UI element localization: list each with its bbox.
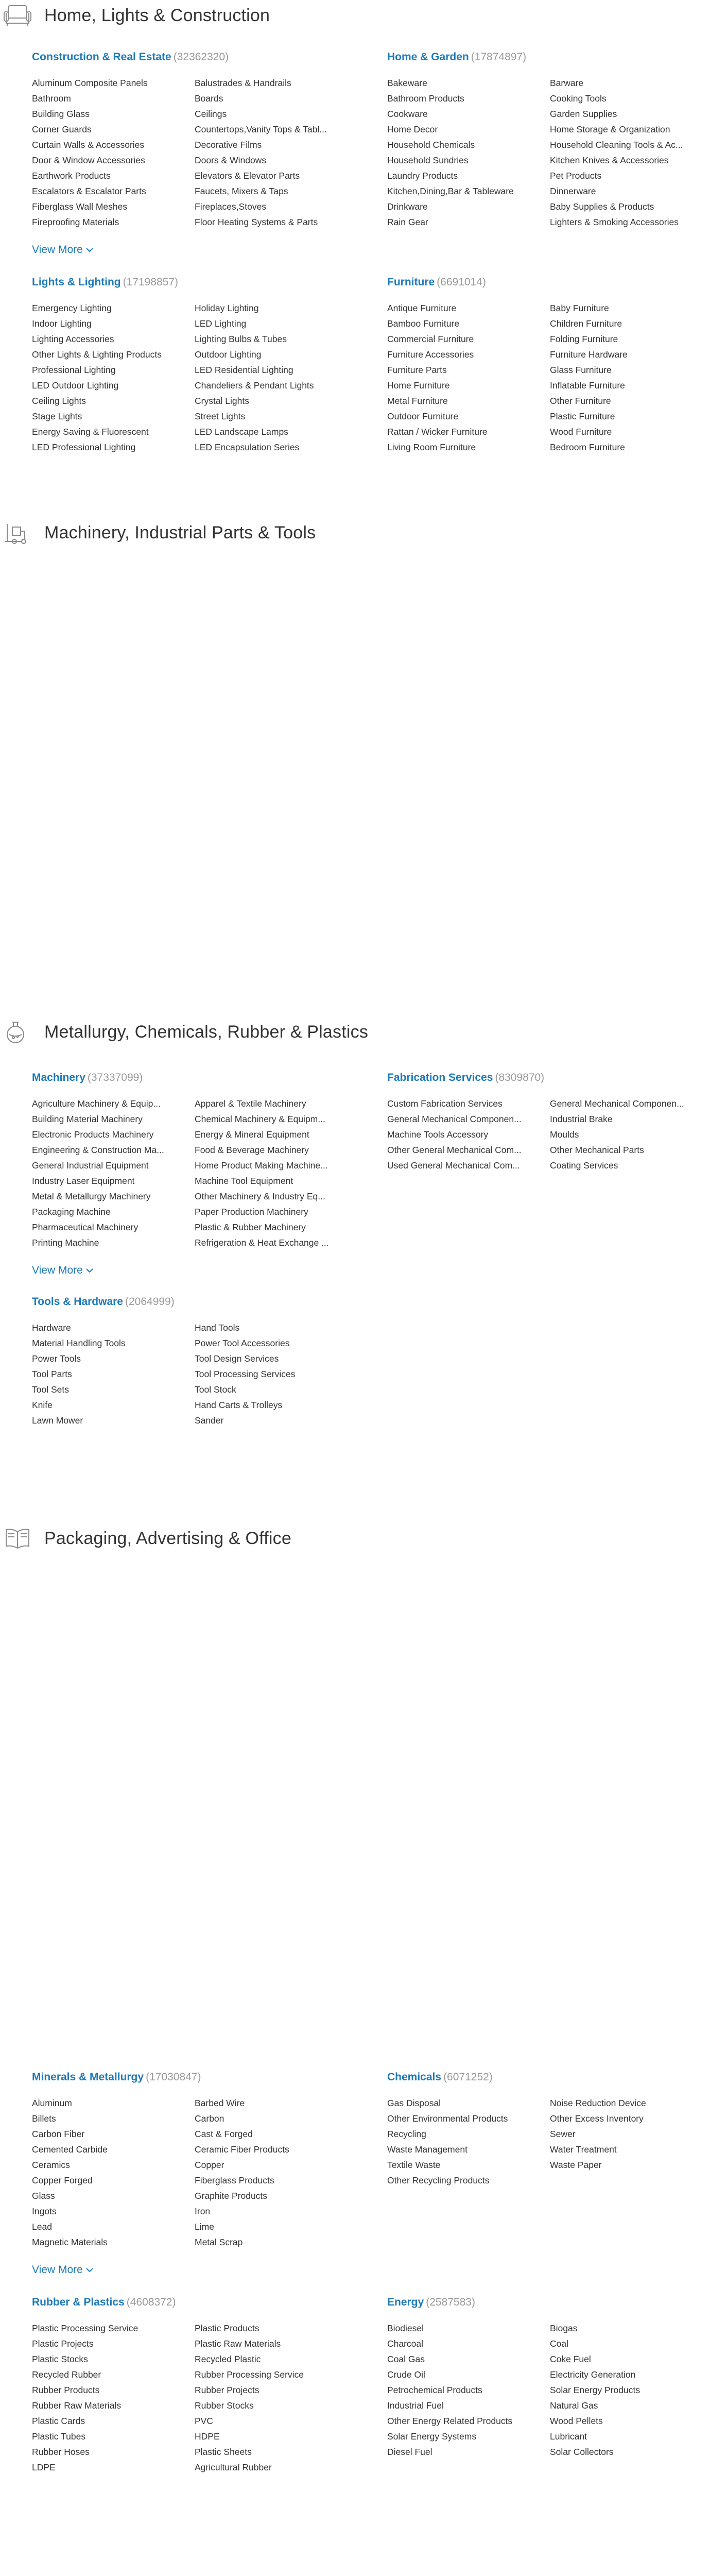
subcategory-link[interactable]: Other Environmental Products	[387, 2113, 508, 2124]
subcategory-link[interactable]: Tool Parts	[32, 1369, 72, 1379]
subcategory-link[interactable]: Rubber Hoses	[32, 2447, 90, 2457]
subcategory-link[interactable]: Kitchen Knives & Accessories	[550, 155, 669, 165]
subcategory-link[interactable]: Elevators & Elevator Parts	[195, 171, 300, 181]
category-header	[32, 51, 372, 65]
view-more-link[interactable]	[32, 243, 93, 257]
subcategory-link[interactable]: Tool Processing Services	[195, 1369, 296, 1379]
subcategory-link[interactable]: LED Lighting	[195, 318, 247, 329]
subcategory-link[interactable]: Rubber Raw Materials	[32, 2400, 122, 2411]
category-header	[32, 2296, 372, 2311]
subcategory-link[interactable]: Stage Lights	[32, 411, 82, 421]
view-more-label: View More	[32, 2264, 83, 2276]
subcategory-link[interactable]: Lighting Accessories	[32, 334, 114, 344]
chevron-down-icon	[83, 1264, 93, 1276]
subcategory-link[interactable]: Crystal Lights	[195, 396, 250, 406]
industry-title: Metallurgy, Chemicals, Rubber & Plastics	[44, 1022, 369, 1042]
subcategory-link[interactable]: Decorative Films	[195, 140, 262, 150]
view-more-link[interactable]	[32, 2263, 93, 2277]
industry-title: Machinery, Industrial Parts & Tools	[44, 523, 316, 543]
subcategory-link[interactable]: Rubber Projects	[195, 2385, 259, 2395]
subcategory-link[interactable]: Pharmaceutical Machinery	[32, 1222, 139, 1232]
subcategory-link[interactable]: Inflatable Furniture	[550, 380, 625, 391]
subcategory-link[interactable]: Outdoor Furniture	[387, 411, 459, 421]
subcategory-link[interactable]: Refrigeration & Heat Exchange ...	[195, 1238, 329, 1248]
subcategory-link[interactable]: Plastic Projects	[32, 2338, 94, 2349]
subcategory-link[interactable]: Lighters & Smoking Accessories	[550, 217, 679, 227]
subcategory-link[interactable]: Carbon	[195, 2113, 224, 2124]
subcategory-link[interactable]: Solar Collectors	[550, 2447, 614, 2457]
category-title-link[interactable]: Tools & Hardware	[32, 1296, 123, 1308]
subcategory-link[interactable]: Rubber Processing Service	[195, 2369, 304, 2380]
subcategory-link[interactable]: Custom Fabrication Services	[387, 1098, 503, 1109]
subcategory-link[interactable]: Plastic Sheets	[195, 2447, 252, 2457]
subcategory-link[interactable]: Hand Tools	[195, 1323, 240, 1333]
subcategory-link[interactable]: Electronic Products Machinery	[32, 1129, 154, 1140]
subcategory-link[interactable]: Apparel & Textile Machinery	[195, 1098, 306, 1109]
subcategory-link[interactable]: Plastic & Rubber Machinery	[195, 1222, 306, 1232]
subcategory-link[interactable]: Plastic Products	[195, 2323, 259, 2333]
chevron-down-icon	[83, 2264, 93, 2276]
subcategory-link[interactable]: Lighting Bulbs & Tubes	[195, 334, 287, 344]
category-count: (6071252)	[443, 2071, 493, 2083]
subcategory-link[interactable]: Rattan / Wicker Furniture	[387, 427, 488, 437]
subcategory-link[interactable]: Indoor Lighting	[32, 318, 92, 329]
subcategory-link[interactable]: Waste Paper	[550, 2160, 602, 2170]
view-more-link[interactable]	[32, 1263, 93, 1278]
subcategory-link[interactable]: Countertops,Vanity Tops & Tabl...	[195, 124, 327, 134]
subcategory-link[interactable]: Sewer	[550, 2129, 576, 2139]
subcategory-link[interactable]: Boards	[195, 93, 223, 104]
category-header	[387, 276, 727, 291]
subcategory-link[interactable]: Floor Heating Systems & Parts	[195, 217, 318, 227]
subcategory-link[interactable]: Other Machinery & Industry Eq...	[195, 1191, 325, 1201]
subcategory-link[interactable]: Emergency Lighting	[32, 303, 112, 313]
subcategory-link[interactable]: Lead	[32, 2222, 52, 2232]
subcategory-link[interactable]: Power Tool Accessories	[195, 1338, 290, 1348]
subcategory-link[interactable]: Agriculture Machinery & Equip...	[32, 1098, 161, 1109]
subcategory-link[interactable]: Household Sundries	[387, 155, 469, 165]
subcategory-link[interactable]: Tool Stock	[195, 1384, 236, 1395]
industry-header	[0, 1523, 716, 1554]
industry-header	[0, 1, 716, 31]
subcategory-link[interactable]: Water Treatment	[550, 2144, 617, 2155]
category-title-link[interactable]: Fabrication Services	[387, 1072, 493, 1083]
subcategory-link[interactable]: Plastic Stocks	[32, 2354, 88, 2364]
subcategory-link[interactable]: General Industrial Equipment	[32, 1160, 149, 1171]
category-count: (2587583)	[426, 2296, 475, 2308]
subcategory-link[interactable]: Fireproofing Materials	[32, 217, 119, 227]
subcategory-link[interactable]: Bakeware	[387, 78, 427, 88]
subcategory-link[interactable]: Chemical Machinery & Equipm...	[195, 1114, 325, 1124]
subcategory-link[interactable]: Ceilings	[195, 109, 227, 119]
subcategory-link[interactable]: Electricity Generation	[550, 2369, 636, 2380]
subcategory-link[interactable]: Fireplaces,Stoves	[195, 201, 267, 212]
book-icon	[3, 1526, 32, 1551]
industry-title: Home, Lights & Construction	[44, 6, 270, 25]
subcategory-link[interactable]: Aluminum Composite Panels	[32, 78, 148, 88]
category-block-home-garden	[387, 51, 727, 227]
subcategory-link[interactable]: Holiday Lighting	[195, 303, 259, 313]
subcategory-link[interactable]: LED Landscape Lamps	[195, 427, 288, 437]
subcategory-link[interactable]: Door & Window Accessories	[32, 155, 145, 165]
subcategory-link[interactable]: Building Material Machinery	[32, 1114, 143, 1124]
subcategory-link[interactable]: Other Lights & Lighting Products	[32, 349, 162, 360]
subcategory-link[interactable]: Gas Disposal	[387, 2098, 441, 2108]
subcategory-link[interactable]: Wood Furniture	[550, 427, 612, 437]
category-header	[387, 2071, 727, 2086]
subcategory-link[interactable]: Glass Furniture	[550, 365, 612, 375]
subcategory-link[interactable]: Copper Forged	[32, 2175, 93, 2185]
subcategory-link[interactable]: Baby Supplies & Products	[550, 201, 654, 212]
category-count: (17874897)	[471, 51, 527, 63]
subcategory-link[interactable]: Metal Furniture	[387, 396, 448, 406]
subcategory-link[interactable]: Other Excess Inventory	[550, 2113, 644, 2124]
subcategory-link[interactable]: Moulds	[550, 1129, 579, 1140]
subcategory-link[interactable]: Earthwork Products	[32, 171, 111, 181]
category-block-machinery	[32, 1072, 372, 1276]
subcategory-link[interactable]: Carbon Fiber	[32, 2129, 85, 2139]
subcategory-link[interactable]: LED Professional Lighting	[32, 442, 136, 452]
subcategory-link[interactable]: Recycled Plastic	[195, 2354, 261, 2364]
subcategory-link[interactable]: HDPE	[195, 2431, 220, 2442]
subcategory-link[interactable]: Hand Carts & Trolleys	[195, 1400, 283, 1410]
subcategory-link[interactable]: Energy & Mineral Equipment	[195, 1129, 309, 1140]
subcategory-link[interactable]: Home Storage & Organization	[550, 124, 670, 134]
subcategory-link[interactable]: Cooking Tools	[550, 93, 607, 104]
subcategory-link[interactable]: General Mechanical Componen...	[550, 1098, 684, 1109]
subcategory-link[interactable]: Chandeliers & Pendant Lights	[195, 380, 314, 391]
subcategory-link[interactable]: Packaging Machine	[32, 1207, 111, 1217]
subcategory-link[interactable]: LED Encapsulation Series	[195, 442, 300, 452]
category-block-chemicals	[387, 2071, 727, 2185]
industry-header	[0, 1017, 716, 1048]
subcategory-link[interactable]: Home Decor	[387, 124, 438, 134]
subcategory-link[interactable]: Aluminum	[32, 2098, 72, 2108]
subcategory-link[interactable]: Plastic Cards	[32, 2416, 85, 2426]
category-count: (32362320)	[173, 51, 229, 63]
category-block-fabrication-services	[387, 1072, 727, 1171]
subcategory-link[interactable]: Material Handling Tools	[32, 1338, 126, 1348]
category-block-tools-hardware	[32, 1296, 372, 1426]
category-count: (17030847)	[146, 2071, 201, 2083]
subcategory-link[interactable]: Ceramics	[32, 2160, 70, 2170]
category-header	[387, 51, 727, 65]
subcategory-link[interactable]: Used General Mechanical Com...	[387, 1160, 520, 1171]
subcategory-link[interactable]: Tool Sets	[32, 1384, 69, 1395]
subcategory-link[interactable]: Barware	[550, 78, 584, 88]
subcategory-link[interactable]: Paper Production Machinery	[195, 1207, 308, 1217]
view-more-label: View More	[32, 1264, 83, 1276]
subcategory-link[interactable]: Rain Gear	[387, 217, 428, 227]
subcategory-link[interactable]: Iron	[195, 2206, 211, 2216]
category-header	[32, 276, 372, 291]
category-block-minerals-metallurgy	[32, 2071, 372, 2276]
subcategory-link[interactable]: Street Lights	[195, 411, 246, 421]
subcategory-link[interactable]: Commercial Furniture	[387, 334, 474, 344]
category-count: (4608372)	[126, 2296, 176, 2308]
subcategory-link[interactable]: Coke Fuel	[550, 2354, 591, 2364]
subcategory-link[interactable]: Other General Mechanical Com...	[387, 1145, 522, 1155]
subcategory-link[interactable]: Faucets, Mixers & Taps	[195, 186, 288, 196]
subcategory-link[interactable]: Home Product Making Machine...	[195, 1160, 328, 1171]
category-count: (8309870)	[495, 1072, 545, 1083]
subcategory-link[interactable]: Rubber Products	[32, 2385, 100, 2395]
category-block-lights-lighting	[32, 276, 372, 452]
subcategory-link[interactable]: Power Tools	[32, 1353, 81, 1364]
subcategory-link[interactable]: Energy Saving & Fluorescent	[32, 427, 149, 437]
category-block-energy	[387, 2296, 727, 2457]
subcategory-link[interactable]: Coal	[550, 2338, 568, 2349]
subcategory-link[interactable]: Diesel Fuel	[387, 2447, 432, 2457]
category-count: (17198857)	[123, 276, 179, 288]
subcategory-link[interactable]: Furniture Parts	[387, 365, 447, 375]
industry-title: Packaging, Advertising & Office	[44, 1529, 291, 1548]
subcategory-link[interactable]: Other Furniture	[550, 396, 611, 406]
subcategory-link[interactable]: Sander	[195, 1415, 224, 1426]
subcategory-link[interactable]: Balustrades & Handrails	[195, 78, 291, 88]
subcategory-link[interactable]: Other Energy Related Products	[387, 2416, 513, 2426]
industry-header	[0, 518, 716, 549]
subcategory-link[interactable]: Copper	[195, 2160, 224, 2170]
subcategory-link[interactable]: Machine Tools Accessory	[387, 1129, 489, 1140]
subcategory-link[interactable]: Magnetic Materials	[32, 2237, 108, 2247]
subcategory-link[interactable]: Building Glass	[32, 109, 90, 119]
subcategory-link[interactable]: Tool Design Services	[195, 1353, 279, 1364]
subcategory-link[interactable]: Printing Machine	[32, 1238, 99, 1248]
flask-icon	[3, 1019, 32, 1045]
subcategory-link[interactable]: LED Outdoor Lighting	[32, 380, 119, 391]
subcategory-link[interactable]: Noise Reduction Device	[550, 2098, 646, 2108]
subcategory-link[interactable]: Living Room Furniture	[387, 442, 476, 452]
category-title-link[interactable]: Lights & Lighting	[32, 276, 121, 288]
subcategory-link[interactable]: Bedroom Furniture	[550, 442, 625, 452]
subcategory-link[interactable]: Plastic Raw Materials	[195, 2338, 281, 2349]
subcategory-link[interactable]: Bathroom Products	[387, 93, 464, 104]
subcategory-link[interactable]: Billets	[32, 2113, 56, 2124]
subcategory-link[interactable]: Solar Energy Systems	[387, 2431, 477, 2442]
category-block-furniture	[387, 276, 727, 452]
subcategory-link[interactable]: Lime	[195, 2222, 214, 2232]
category-title-link[interactable]: Furniture	[387, 276, 435, 288]
subcategory-link[interactable]: Industrial Brake	[550, 1114, 613, 1124]
subcategory-link[interactable]: Biogas	[550, 2323, 578, 2333]
subcategory-link[interactable]: Fiberglass Products	[195, 2175, 274, 2185]
subcategory-link[interactable]: Engineering & Construction Ma...	[32, 1145, 164, 1155]
subcategory-link[interactable]: Corner Guards	[32, 124, 92, 134]
view-more-label: View More	[32, 244, 83, 256]
sofa-icon	[3, 3, 32, 28]
subcategory-link[interactable]: Cookware	[387, 109, 428, 119]
subcategory-link[interactable]: General Mechanical Componen...	[387, 1114, 522, 1124]
subcategory-link[interactable]: Fiberglass Wall Meshes	[32, 201, 128, 212]
subcategory-link[interactable]: Hardware	[32, 1323, 71, 1333]
subcategory-link[interactable]: Recycling	[387, 2129, 426, 2139]
subcategory-link[interactable]: Natural Gas	[550, 2400, 598, 2411]
subcategory-link[interactable]: Doors & Windows	[195, 155, 267, 165]
category-title-link[interactable]: Energy	[387, 2296, 424, 2308]
subcategory-link[interactable]: Professional Lighting	[32, 365, 116, 375]
chevron-down-icon	[83, 244, 93, 256]
subcategory-link[interactable]: Plastic Furniture	[550, 411, 615, 421]
category-block-construction-real-estate	[32, 51, 372, 256]
subcategory-link[interactable]: Curtain Walls & Accessories	[32, 140, 145, 150]
subcategory-link[interactable]: Ceramic Fiber Products	[195, 2144, 289, 2155]
forklift-icon	[3, 520, 32, 546]
subcategory-link[interactable]: Plastic Processing Service	[32, 2323, 139, 2333]
subcategory-link[interactable]: Recycled Rubber	[32, 2369, 101, 2380]
subcategory-link[interactable]: Charcoal	[387, 2338, 424, 2349]
subcategory-link[interactable]: Biodiesel	[387, 2323, 424, 2333]
subcategory-link[interactable]: Coating Services	[550, 1160, 618, 1171]
subcategory-link[interactable]: Furniture Hardware	[550, 349, 628, 360]
subcategory-link[interactable]: Waste Management	[387, 2144, 468, 2155]
subcategory-link[interactable]: Crude Oil	[387, 2369, 425, 2380]
subcategory-link[interactable]: Ingots	[32, 2206, 57, 2216]
subcategory-link[interactable]: Lubricant	[550, 2431, 587, 2442]
subcategory-link[interactable]: Antique Furniture	[387, 303, 457, 313]
subcategory-link[interactable]: Plastic Tubes	[32, 2431, 86, 2442]
subcategory-link[interactable]: Wood Pellets	[550, 2416, 603, 2426]
subcategory-link[interactable]: PVC	[195, 2416, 213, 2426]
subcategory-link[interactable]: Ceiling Lights	[32, 396, 86, 406]
subcategory-link[interactable]: LDPE	[32, 2462, 56, 2472]
category-header	[32, 1072, 372, 1086]
subcategory-link[interactable]: Household Chemicals	[387, 140, 475, 150]
category-title-link[interactable]: Chemicals	[387, 2071, 442, 2083]
category-header	[32, 2071, 372, 2086]
subcategory-link[interactable]: Graphite Products	[195, 2191, 268, 2201]
category-header	[32, 1296, 372, 1310]
subcategory-link[interactable]: Baby Furniture	[550, 303, 609, 313]
subcategory-link[interactable]: Dinnerware	[550, 186, 596, 196]
subcategory-link[interactable]: Laundry Products	[387, 171, 458, 181]
subcategory-link[interactable]: Food & Beverage Machinery	[195, 1145, 309, 1155]
category-title-link[interactable]: Rubber & Plastics	[32, 2296, 125, 2308]
subcategory-link[interactable]: Kitchen,Dining,Bar & Tableware	[387, 186, 514, 196]
category-count: (37337099)	[87, 1072, 143, 1083]
subcategory-link[interactable]: Industrial Fuel	[387, 2400, 444, 2411]
subcategory-link[interactable]: Household Cleaning Tools & Ac...	[550, 140, 683, 150]
subcategory-link[interactable]: Drinkware	[387, 201, 428, 212]
subcategory-link[interactable]: Bathroom	[32, 93, 71, 104]
subcategory-link[interactable]: Garden Supplies	[550, 109, 617, 119]
subcategory-link[interactable]: Glass	[32, 2191, 55, 2201]
category-header	[387, 1072, 727, 1086]
subcategory-link[interactable]: Machine Tool Equipment	[195, 1176, 293, 1186]
subcategory-link[interactable]: Other Recycling Products	[387, 2175, 490, 2185]
subcategory-link[interactable]: Bamboo Furniture	[387, 318, 460, 329]
subcategory-link[interactable]: LED Residential Lighting	[195, 365, 293, 375]
category-count: (6691014)	[437, 276, 486, 288]
subcategory-link[interactable]: Home Furniture	[387, 380, 450, 391]
subcategory-link[interactable]: Metal Scrap	[195, 2237, 243, 2247]
category-block-rubber-plastics	[32, 2296, 372, 2472]
subcategory-link[interactable]: Children Furniture	[550, 318, 622, 329]
category-header	[387, 2296, 727, 2311]
subcategory-link[interactable]: Textile Waste	[387, 2160, 441, 2170]
subcategory-link[interactable]: Lawn Mower	[32, 1415, 83, 1426]
category-count: (2064999)	[125, 1296, 175, 1308]
subcategory-link[interactable]: Knife	[32, 1400, 53, 1410]
subcategory-link[interactable]: Rubber Stocks	[195, 2400, 254, 2411]
subcategory-link[interactable]: Outdoor Lighting	[195, 349, 262, 360]
category-title-link[interactable]: Minerals & Metallurgy	[32, 2071, 144, 2083]
category-title-link[interactable]: Machinery	[32, 1072, 85, 1083]
subcategory-link[interactable]: Pet Products	[550, 171, 602, 181]
subcategory-link[interactable]: Escalators & Escalator Parts	[32, 186, 146, 196]
subcategory-link[interactable]: Agricultural Rubber	[195, 2462, 272, 2472]
category-title-link[interactable]: Home & Garden	[387, 51, 469, 63]
subcategory-link[interactable]: Metal & Metallurgy Machinery	[32, 1191, 151, 1201]
category-title-link[interactable]: Construction & Real Estate	[32, 51, 171, 63]
subcategory-link[interactable]: Coal Gas	[387, 2354, 425, 2364]
subcategory-link[interactable]: Cast & Forged	[195, 2129, 253, 2139]
subcategory-link[interactable]: Other Mechanical Parts	[550, 1145, 644, 1155]
subcategory-link[interactable]: Petrochemical Products	[387, 2385, 482, 2395]
subcategory-link[interactable]: Barbed Wire	[195, 2098, 245, 2108]
subcategory-link[interactable]: Solar Energy Products	[550, 2385, 641, 2395]
subcategory-link[interactable]: Furniture Accessories	[387, 349, 474, 360]
subcategory-link[interactable]: Industry Laser Equipment	[32, 1176, 135, 1186]
subcategory-link[interactable]: Cemented Carbide	[32, 2144, 108, 2155]
subcategory-link[interactable]: Folding Furniture	[550, 334, 618, 344]
